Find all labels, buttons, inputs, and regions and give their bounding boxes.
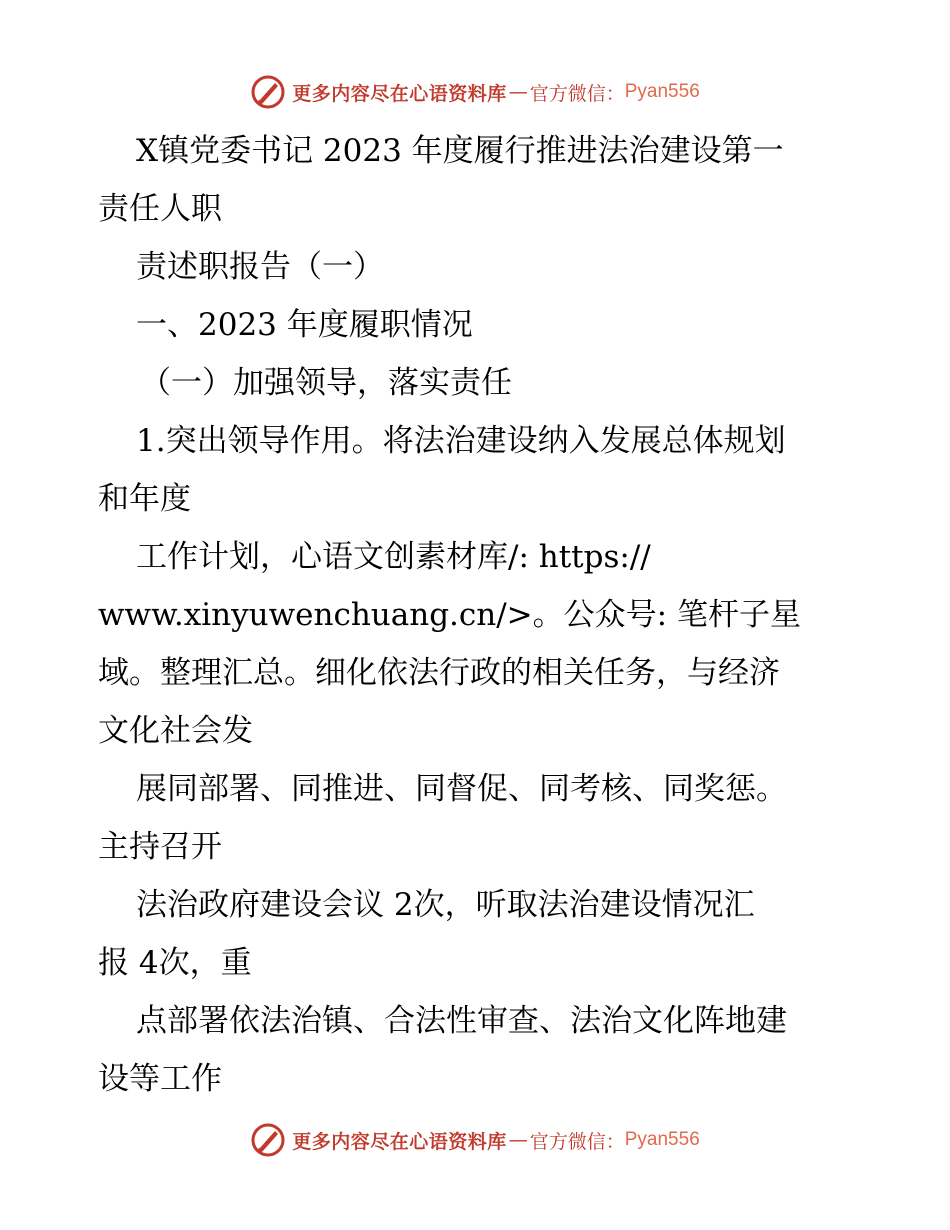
watermark-banner-top (0, 72, 950, 112)
section-heading: 一、2023 年度履职情况 (136, 307, 473, 343)
watermark-id: Pyan556 (624, 81, 700, 102)
document-body (98, 122, 858, 1108)
paragraph-line: 域。整理汇总。细化依法行政的相关任务，与经济 (98, 655, 780, 691)
paragraph-line: 工作计划，心语文创素材库/: https:// (136, 539, 651, 575)
subsection-heading: （一）加强领导，落实责任 (140, 365, 512, 401)
paragraph-line: 文化社会发 (98, 713, 253, 749)
title-line-3: 责述职报告（一） (136, 249, 384, 285)
title-line-1: X镇党委书记 2023 年度履行推进法治建设第一 (136, 133, 784, 169)
paragraph-line: 1.突出领导作用。将法治建设纳入发展总体规划 (136, 423, 786, 459)
watermark-label: 官方微信： (529, 82, 625, 105)
watermark-banner-bottom (0, 1120, 950, 1160)
watermark-label: 官方微信： (529, 1130, 625, 1153)
quill-logo-icon (250, 74, 286, 110)
paragraph-line: 报 4次，重 (98, 945, 252, 981)
paragraph-line: 展同部署、同推进、同督促、同考核、同奖惩。 (136, 771, 787, 807)
paragraph-line: 设等工作 (98, 1061, 222, 1097)
paragraph-line: www.xinyuwenchuang.cn/>。公众号: 笔杆子星 (98, 597, 801, 633)
paragraph-line: 点部署依法治镇、合法性审查、法治文化阵地建 (136, 1003, 787, 1039)
watermark-text: 更多内容尽在心语资料库 (292, 1130, 507, 1153)
watermark-id: Pyan556 (624, 1129, 700, 1150)
watermark-text: 更多内容尽在心语资料库 (292, 82, 507, 105)
watermark-dash: — (508, 1129, 528, 1151)
paragraph-line: 和年度 (98, 481, 191, 517)
paragraph-line: 主持召开 (98, 829, 222, 865)
quill-logo-icon (250, 1122, 286, 1158)
title-line-2: 责任人职 (98, 191, 222, 227)
watermark-dash: — (508, 81, 528, 103)
paragraph-line: 法治政府建设会议 2次，听取法治建设情况汇 (136, 887, 755, 923)
